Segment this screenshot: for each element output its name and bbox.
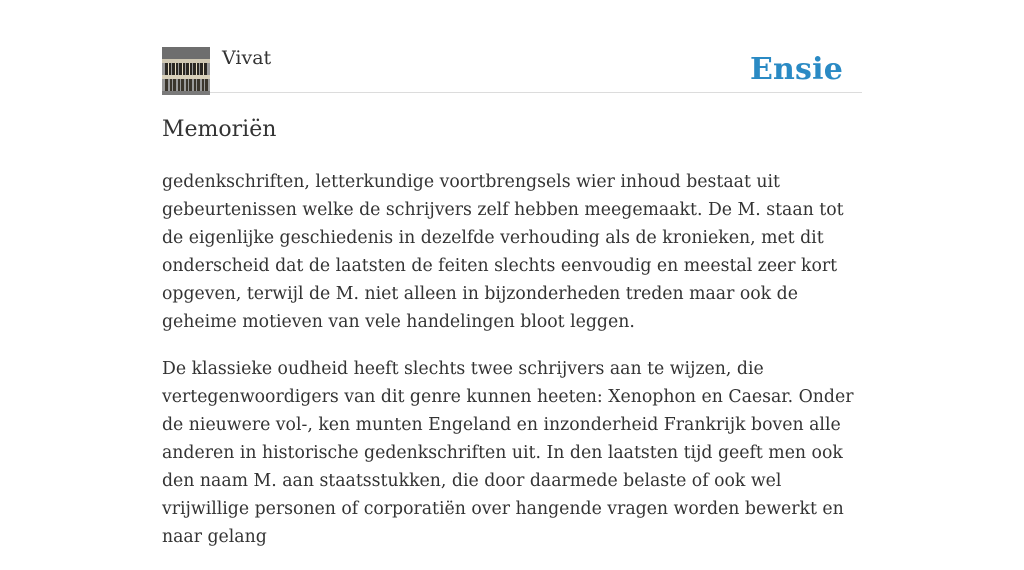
bookshelf-avatar-icon[interactable]	[162, 47, 210, 95]
site-name[interactable]: Vivat	[222, 47, 272, 69]
ensie-logo[interactable]: Ensie	[749, 52, 843, 87]
article-body	[162, 168, 866, 570]
article-paragraph: De klassieke oudheid heeft slechts twee schrijvers aan te wijzen, die vertegenwoordigers van dit genre kunnen heeten: Xenophon en Caesar. Onder de nieuwere vol-, ken munten Engeland en inzonderheid Frankrijk boven alle anderen in historische gedenkschriften uit. In den laatsten tijd geeft men ook den naam M. aan staatsstukken, die door daarmede belaste of ook wel vrijwillige personen of corporatiën over hangende vragen worden bewerkt en naar gelang	[162, 359, 854, 547]
header	[162, 46, 862, 93]
page-title: Memoriën	[162, 117, 277, 142]
article-paragraph: gedenkschriften, letterkundige voortbrengsels wier inhoud bestaat uit gebeurtenissen welke de schrijvers zelf hebben meegemaakt. De M. staan tot de eigenlijke geschiedenis in dezelfde verhouding als de kronieken, met dit onderscheid dat de laatsten de feiten slechts eenvoudig en meestal zeer kort opgeven, terwijl de M. niet alleen in bijzonderheden treden maar ook de geheime motieven van vele handelingen bloot leggen.	[162, 172, 844, 332]
